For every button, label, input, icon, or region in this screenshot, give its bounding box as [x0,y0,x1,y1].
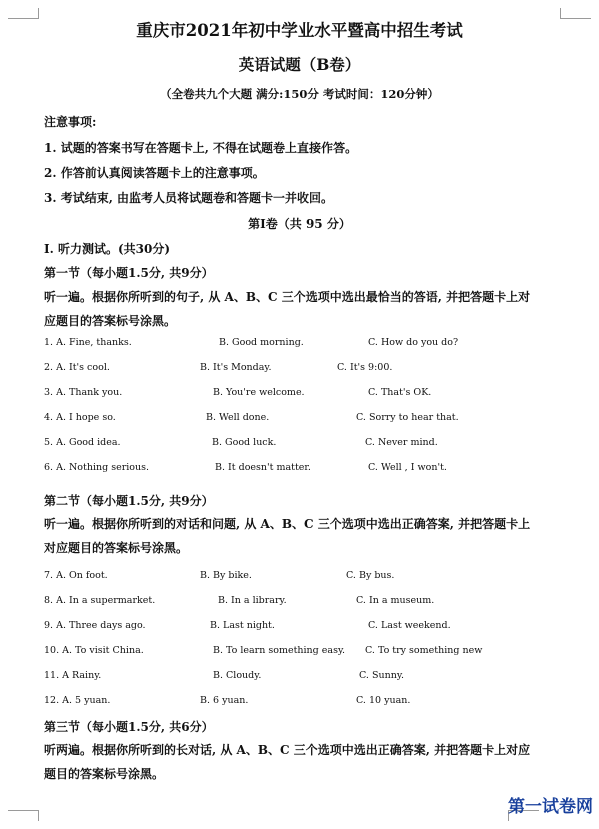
question-option-c: C. How do you do? [368,337,459,348]
note-item-3: 3. 考试结束, 由监考人员将试题卷和答题卡一并收回。 [44,191,334,205]
section3-heading: 第三节（每小题1.5分, 共6分） [44,720,214,734]
question-option-c: C. That's OK. [368,387,432,398]
question-option-b: B. In a library. [218,595,287,606]
question-option-b: B. You're welcome. [213,387,305,398]
question-option-a: 1. A. Fine, thanks. [44,337,132,348]
notes-heading: 注意事项: [44,115,97,129]
question-option-c: C. Sorry to hear that. [356,412,459,423]
question-option-a: 12. A. 5 yuan. [44,695,111,706]
question-row [0,362,599,378]
question-option-a: 5. A. Good idea. [44,437,121,448]
section1-instruction-line-1: 听一遍。根据你所听到的句子, 从 A、B、C 三个选项中选出最恰当的答语, 并把答题卡上对 [44,290,531,304]
question-row [0,337,599,353]
question-option-c: C. Sunny. [359,670,404,681]
question-row [0,645,599,661]
question-option-b: B. Last night. [210,620,275,631]
note-item-1: 1. 试题的答案书写在答题卡上, 不得在试题卷上直接作答。 [44,141,358,155]
question-option-b: B. It doesn't matter. [215,462,311,473]
question-option-a: 9. A. Three days ago. [44,620,146,631]
question-option-b: B. Cloudy. [213,670,262,681]
question-row [0,462,599,478]
question-option-a: 3. A. Thank you. [44,387,123,398]
question-option-c: C. 10 yuan. [356,695,411,706]
exam-title: 重庆市2021年初中学业水平暨高中招生考试 [136,21,463,40]
question-option-a: 8. A. In a supermarket. [44,595,156,606]
section3-instruction-line-2: 题目的答案标号涂黑。 [44,767,165,781]
section1-instructions [44,285,564,333]
question-option-b: B. To learn something easy. [213,645,346,656]
question-option-a: 4. A. I hope so. [44,412,116,423]
question-option-b: B. 6 yuan. [200,695,249,706]
question-option-b: B. Well done. [206,412,270,423]
part-heading: 第I卷（共 95 分） [248,217,351,231]
note-item-2: 2. 作答前认真阅读答题卡上的注意事项。 [44,166,265,180]
section1-heading: 第一节（每小题1.5分, 共9分） [44,266,214,280]
section2-instruction-line-1: 听一遍。根据你所听到的对话和问题, 从 A、B、C 三个选项中选出正确答案, 并把答题卡上 [44,517,531,531]
question-row [0,437,599,453]
score-time-line: （全卷共九个大题 满分:150分 考试时间：120分钟） [160,87,439,101]
site-watermark-logo: 第一试卷网 [508,797,593,817]
section1-instruction-line-2: 应题目的答案标号涂黑。 [44,314,177,328]
question-option-c: C. By bus. [346,570,395,581]
crop-mark-bottom-left [8,810,39,821]
section2-instructions [44,512,564,560]
question-option-b: B. By bike. [200,570,252,581]
question-option-c: C. Last weekend. [368,620,451,631]
section3-instructions [44,738,564,786]
question-row [0,570,599,586]
question-row [0,412,599,428]
question-option-b: B. It's Monday. [200,362,272,373]
question-option-a: 6. A. Nothing serious. [44,462,150,473]
question-option-a: 11. A Rainy. [44,670,102,681]
question-row [0,695,599,711]
question-row [0,595,599,611]
question-option-b: B. Good luck. [212,437,277,448]
question-row [0,387,599,403]
question-option-c: C. Never mind. [365,437,438,448]
section2-heading: 第二节（每小题1.5分, 共9分） [44,494,214,508]
exam-subtitle: 英语试题（B卷） [238,55,361,74]
question-option-a: 7. A. On foot. [44,570,108,581]
question-option-a: 10. A. To visit China. [44,645,144,656]
section3-instruction-line-1: 听两遍。根据你所听到的长对话, 从 A、B、C 三个选项中选出正确答案, 并把答题卡上对应 [44,743,531,757]
section-heading-listening: I. 听力测试。(共30分) [44,242,171,256]
question-option-c: C. Well , I won't. [368,462,447,473]
section2-instruction-line-2: 对应题目的答案标号涂黑。 [44,541,189,555]
question-option-c: C. To try something new [365,645,483,656]
question-option-b: B. Good morning. [219,337,304,348]
question-row [0,670,599,686]
question-option-c: C. In a museum. [356,595,435,606]
question-option-a: 2. A. It's cool. [44,362,110,373]
question-row [0,620,599,636]
question-option-c: C. It's 9:00. [337,362,393,373]
